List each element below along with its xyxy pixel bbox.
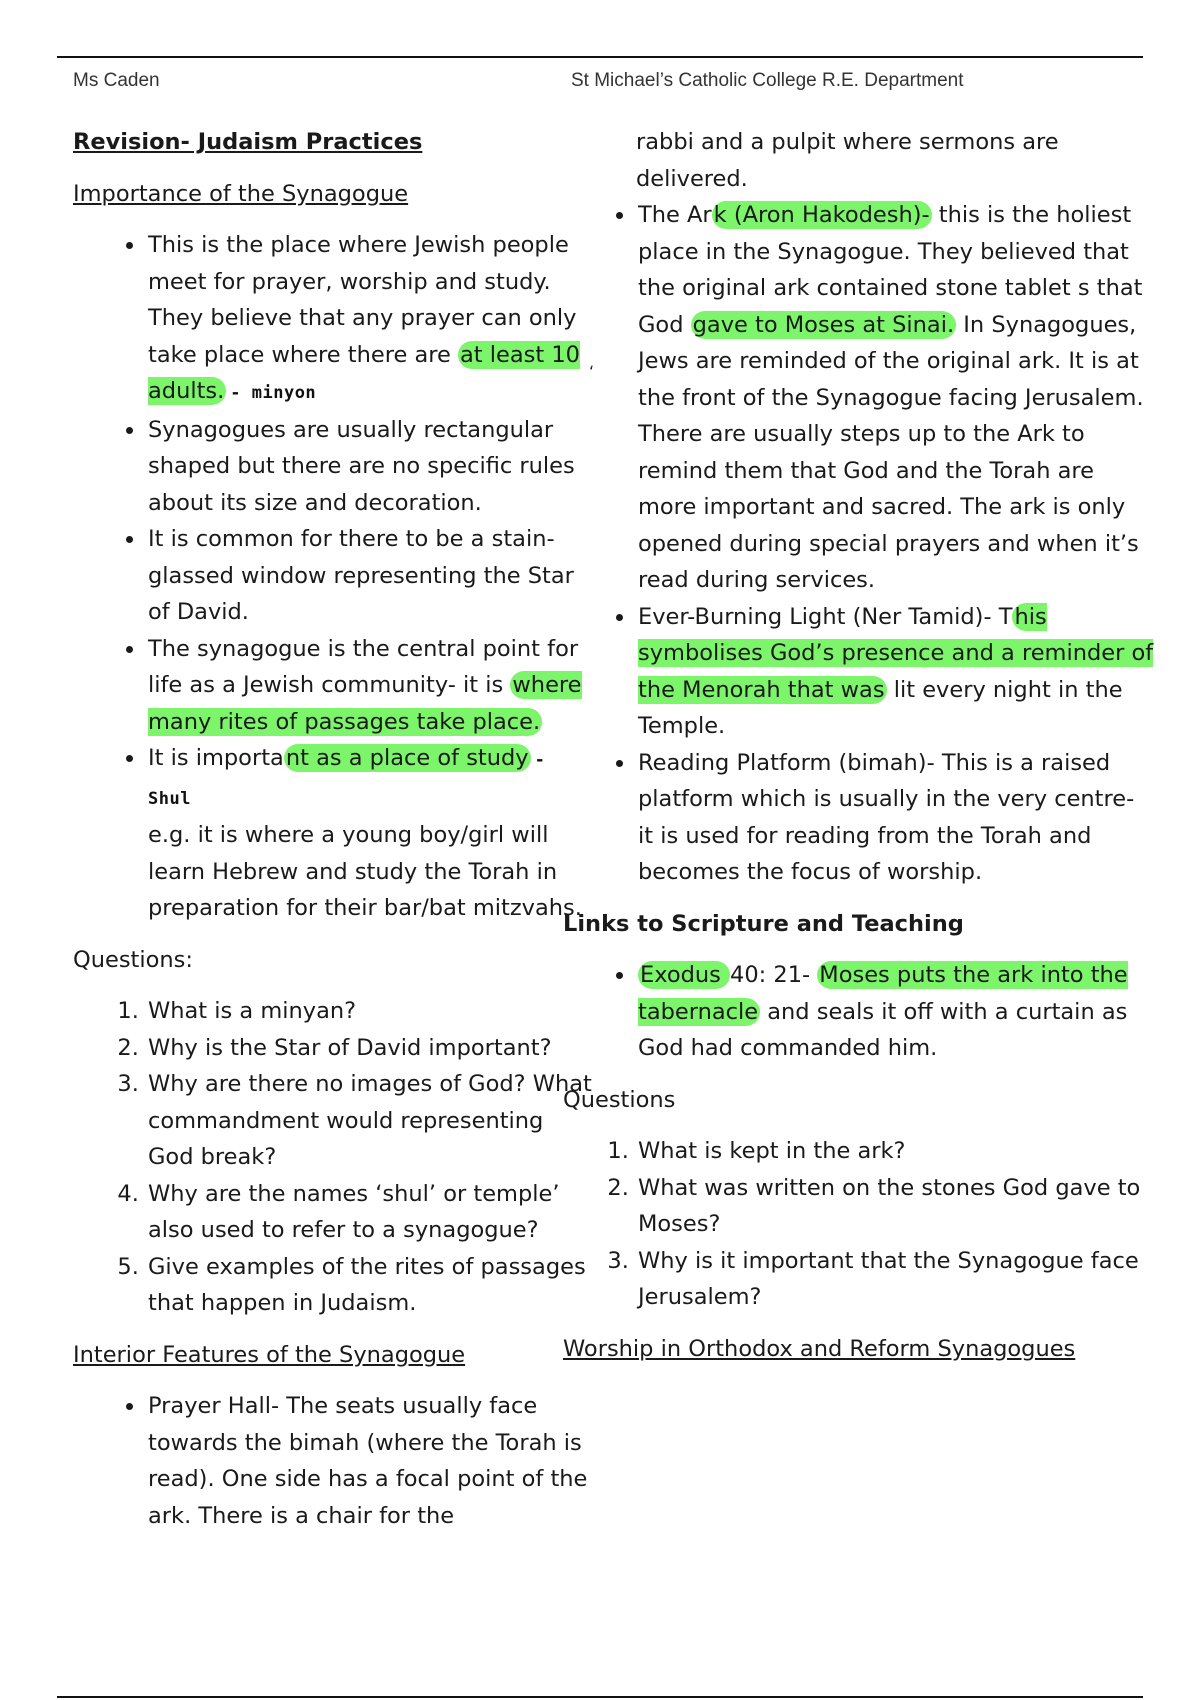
questions-label: Questions [563, 1086, 676, 1113]
page-title: Revision- Judaism Practices [73, 129, 423, 155]
interior-list-cont [563, 197, 1156, 891]
section-heading-importance: Importance of the Synagogue [73, 180, 409, 207]
highlighted-text: at least 10 adults. [148, 341, 580, 404]
list-item [146, 412, 593, 522]
list-item [636, 745, 1156, 891]
question-item: 5. Give examples of the rites of passages that happen in Judaism. [146, 1249, 593, 1322]
bullet-text: It is common for there to be a stain-glassed window representing the Star of David. [148, 526, 574, 625]
author-name: Ms Caden [73, 70, 160, 91]
section-heading-links: Links to Scripture and Teaching [563, 910, 964, 937]
margin-mark: ‘ [589, 362, 595, 381]
bullet-text: This is the place where Jewish people meet for prayer, worship and study. They believe that any prayer can only take place where there are [148, 232, 577, 368]
left-column [73, 124, 593, 1549]
highlighted-text: his symbolises God’s presence and a reminder of the Menorah that was [638, 603, 1154, 703]
question-item: 3. Why is it important that the Synagogue face Jerusalem? [636, 1243, 1156, 1316]
questions-list [73, 993, 593, 1322]
interior-list [73, 1388, 593, 1534]
right-column [563, 124, 1156, 1382]
question-item: 1. What is kept in the ark? [636, 1133, 1156, 1170]
questions-label: Questions: [73, 946, 193, 973]
list-item [146, 227, 593, 412]
list-item [636, 197, 1156, 599]
highlighted-text: Exodus [640, 962, 729, 988]
section-heading-interior: Interior Features of the Synagogue [73, 1341, 466, 1368]
bullet-text: e.g. it is where a young boy/girl will learn Hebrew and study the Torah in preparation for their bar/bat mitzvahs. [148, 822, 582, 921]
handwritten-note: - minyon [230, 383, 317, 403]
scripture-list [563, 957, 1156, 1067]
bullet-text: Prayer Hall- The seats usually face towards the bimah (where the Torah is read). One side has a focal point of the ark. There is a chair for the [148, 1393, 588, 1529]
bullet-text: 40: 21- [730, 962, 818, 988]
school-department: St Michael’s Catholic College R.E. Department [571, 70, 964, 91]
bullet-text: lit every night in the Temple. [638, 676, 1123, 739]
handwritten-note: - Shul [148, 750, 546, 809]
bullet-text: rabbi and a pulpit where sermons are delivered. [636, 129, 1059, 192]
bullet-text: and seals it off with a curtain as God had commanded him. [638, 998, 1128, 1061]
bullet-text: Reading Platform (bimah)- This is a raised platform which is usually in the very centre- it is used for reading from the Torah and becomes the focus of worship. [638, 749, 1135, 885]
footer-rule [57, 1696, 1143, 1698]
question-item: 2. What was written on the stones God gave to Moses? [636, 1170, 1156, 1243]
list-item [146, 631, 593, 741]
header-rule [57, 56, 1143, 58]
bullet-text: this is the holiest place in the Synagogue. They believed that the original ark contained stone tablet s that God [638, 202, 1143, 338]
question-item: 2. Why is the Star of David important? [146, 1030, 593, 1067]
section-heading-worship: Worship in Orthodox and Reform Synagogues [563, 1335, 1076, 1362]
importance-list [73, 227, 593, 927]
list-item [636, 599, 1156, 745]
bullet-text: In Synagogues, Jews are reminded of the original ark. It is at the front of the Synagogue facing Jerusalem. There are usually steps up to the Ark to remind them that God and the Torah are more important and sacred. The ark is only opened during special prayers and when it’s read during services. [638, 311, 1144, 593]
bullet-text: The synagogue is the central point for life as a Jewish community- it is [148, 635, 579, 698]
highlighted-text: nt as a place of study [285, 745, 529, 771]
list-item [146, 521, 593, 631]
bullet-text: Synagogues are usually rectangular shaped but there are no specific rules about its size and decoration. [148, 416, 575, 516]
highlighted-text: k (Aron Hakodesh)- [713, 202, 930, 228]
highlighted-text: Moses puts the ark into the tabernacle [638, 962, 1128, 1025]
highlighted-text: where many rites of passages take place. [148, 672, 582, 735]
question-item: 1. What is a minyan? [146, 993, 593, 1030]
question-item: 4. Why are the names ‘shul’ or temple’ also used to refer to a synagogue? [146, 1176, 593, 1249]
question-item: 3. Why are there no images of God? What commandment would representing God break? [146, 1066, 593, 1176]
continued-text [563, 124, 1156, 197]
highlighted-text: gave to Moses at Sinai. [692, 311, 955, 338]
list-item [146, 740, 593, 927]
bullet-text: Ever-Burning Light (Ner Tamid)- T [638, 603, 1013, 630]
list-item [146, 1388, 593, 1534]
list-item [636, 957, 1156, 1067]
questions-list [563, 1133, 1156, 1316]
bullet-text: The Ar [638, 202, 712, 228]
bullet-text: It is importa [148, 745, 284, 771]
